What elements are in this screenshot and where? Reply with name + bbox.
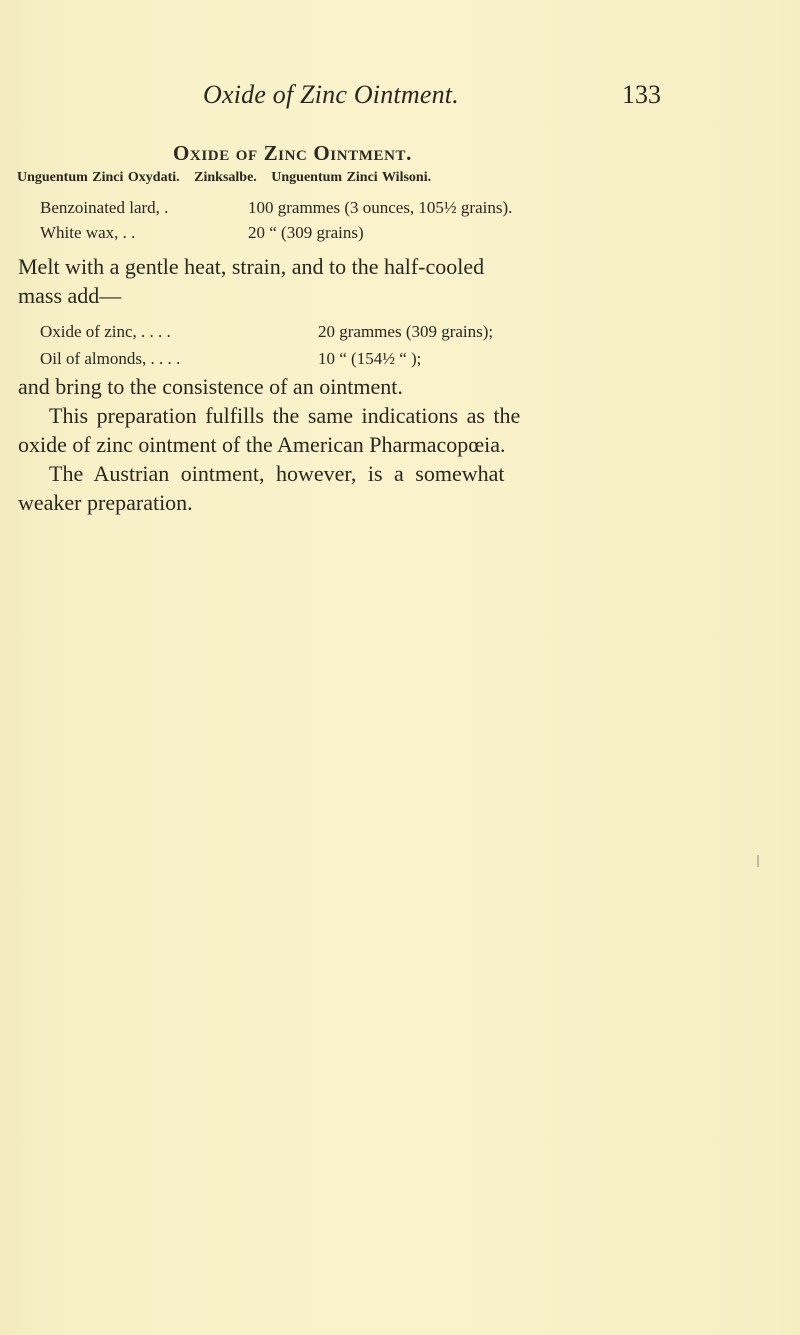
ingredient-quantity: 20 “ (309 grains) <box>248 223 364 242</box>
paragraph-method <box>18 252 678 310</box>
synonym-latin: Unguentum Zinci Oxydati. <box>17 170 180 185</box>
paragraph-line: Melt with a gentle heat, strain, and to the half-cooled <box>18 254 485 279</box>
synonym-wilson: Unguentum Zinci Wilsoni. <box>271 170 432 185</box>
paragraph-line: weaker preparation. <box>18 490 193 515</box>
ingredient-quantity: 10 “ (154½ “ ); <box>318 349 422 368</box>
ingredient-name: White wax, . . <box>40 223 136 242</box>
paragraph-line: The Austrian ointment, however, is a somewhat <box>49 461 505 486</box>
synonym-german: Zinksalbe. <box>194 170 257 185</box>
ingredient-name: Oil of almonds, . . . . <box>40 349 181 368</box>
section-heading: Oxide of Zinc Ointment. <box>173 141 412 165</box>
page-number: 133 <box>622 80 661 109</box>
paragraph-line: oxide of zinc ointment of the American Pharmacopœia. <box>18 432 506 457</box>
ingredient-name: Benzoinated lard, . <box>40 198 169 217</box>
ingredient-name: Oxide of zinc, . . . . <box>40 322 171 341</box>
ingredient-quantity: 20 grammes (309 grains); <box>318 322 494 341</box>
print-mark <box>757 855 759 867</box>
synonyms-line <box>17 170 441 186</box>
paragraph-indications <box>18 401 688 517</box>
running-head <box>0 80 800 120</box>
ingredient-quantity: 100 grammes (3 ounces, 105½ grains). <box>248 198 513 217</box>
running-title: Oxide of Zinc Ointment. <box>203 80 459 109</box>
paragraph-consistence: and bring to the consistence of an ointment. <box>18 374 403 399</box>
paragraph-line: This preparation fulfills the same indications as the <box>49 403 521 428</box>
paragraph-line: mass add— <box>18 283 122 308</box>
